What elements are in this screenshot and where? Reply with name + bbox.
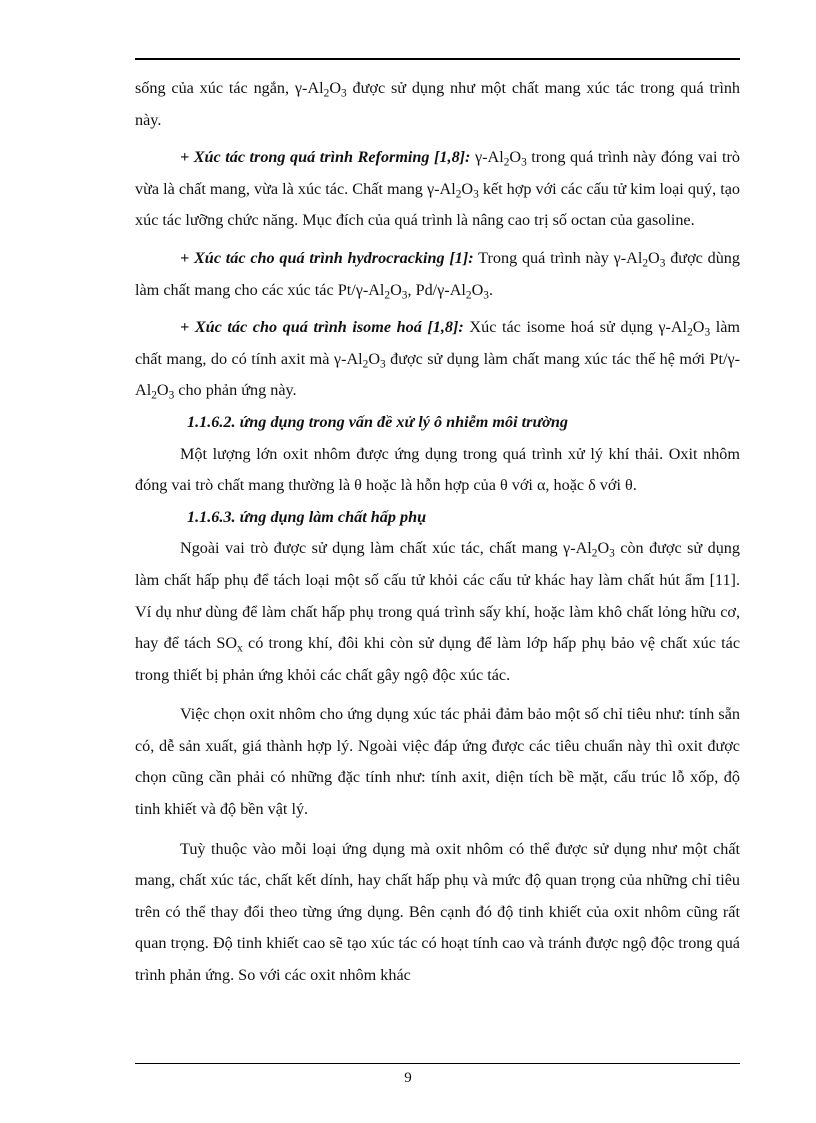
paragraph-environment: Một lượng lớn oxit nhôm được ứng dụng trong quá trình xử lý khí thải. Oxit nhôm đóng vai trò chất mang thường là θ hoặc là hỗn hợp của θ với α, hoặc δ với θ. [135, 444, 740, 495]
paragraph-1: sống của xúc tác ngắn, $\gamma-Al_2O_3$ được sử dụng như một chất mang xúc tác trong quá trình này. [135, 79, 741, 129]
reforming-label: + Xúc tác trong quá trình Reforming [1,8]: [180, 148, 471, 167]
paragraph-purity: Tuỳ thuộc vào mỗi loại ứng dụng mà oxit nhôm có thể được sử dụng như một chất mang, chất xúc tác, chất kết dính, hay chất hấp phụ và mức độ quan trọng của những chỉ tiêu trên có thể thay đổi theo từng ứng dụng. Bên cạnh đó độ tinh khiết của oxit nhôm cũng rất quan trọng. Độ tinh khiết cao sẽ tạo xúc tác có hoạt tính cao và tránh được ngộ độc trong quá trình phản ứng. So với các oxit nhôm khác [135, 839, 740, 985]
paragraph-selection-criteria: Việc chọn oxit nhôm cho ứng dụng xúc tác phải đảm bảo một số chỉ tiêu như: tính sẵn có, dễ sản xuất, giá thành hợp lý. Ngoài việc đáp ứng được các tiêu chuẩn này thì oxit được chọn cũng cần phải có những đặc tính như: tính axit, diện tích bề mặt, cấu trúc lỗ xốp, độ tinh khiết và độ bền vật lý. [135, 705, 740, 819]
header-rule [135, 58, 740, 60]
section-heading-1162: 1.1.6.2. ứng dụng trong vấn đề xử lý ô nhiễm môi trường [187, 412, 568, 431]
hydrocracking-label: + Xúc tác cho quá trình hydrocracking [1]: [180, 248, 474, 267]
paragraph-hydrocracking: + Xúc tác cho quá trình hydrocracking [1]: Trong quá trình này $\gamma-Al_2O_3$ được dùng làm chất mang cho các xúc tác $Pt/\gamma-Al_2O_3$, $Pd/\gamma-Al_2O_3$. [135, 248, 740, 301]
isomerization-label: + Xúc tác cho quá trình isome hoá [1,8]: [180, 318, 464, 337]
paragraph-isomerization: + Xúc tác cho quá trình isome hoá [1,8]: Xúc tác isome hoá sử dụng $\gamma-Al_2O_3$ làm chất mang, do có tính axit mà $\gamma-Al_2O_3$ được sử dụng làm chất mang xúc tác thế hệ mới $Pt/\gamma-Al_2O_3$ cho phản ứng này. [135, 318, 741, 402]
page-number: 9 [404, 1070, 412, 1086]
footer-rule [135, 1063, 740, 1064]
page-body [135, 73, 740, 992]
section-heading-1163: 1.1.6.3. ứng dụng làm chất hấp phụ [187, 507, 427, 526]
paragraph-reforming: + Xúc tác trong quá trình Reforming [1,8]: $\gamma-Al_2O_3$ trong quá trình này đóng vai trò vừa là chất mang, vừa là xúc tác. Chất mang $\gamma-Al_2O_3$ kết hợp với các cấu tử kim loại quý, tạo xúc tác lưỡng chức năng. Mục đích của quá trình là nâng cao trị số octan của gasoline. [135, 148, 740, 230]
paragraph-adsorbent: Ngoài vai trò được sử dụng làm chất xúc tác, chất mang $\gamma-Al_2O_3$ còn được sử dụng làm chất hấp phụ để tách loại một số cấu tử khỏi các cấu tử khác hay làm chất hút ẩm [11]. Ví dụ như dùng để làm chất hấp phụ trong quá trình sấy khí, hoặc làm khô chất lỏng hữu cơ, hay để tách $SO_x$ có trong khí, đôi khi còn sử dụng để làm lớp hấp phụ bảo vệ chất xúc tác trong thiết bị phản ứng khỏi các chất gây ngộ độc xúc tác. [135, 539, 741, 684]
